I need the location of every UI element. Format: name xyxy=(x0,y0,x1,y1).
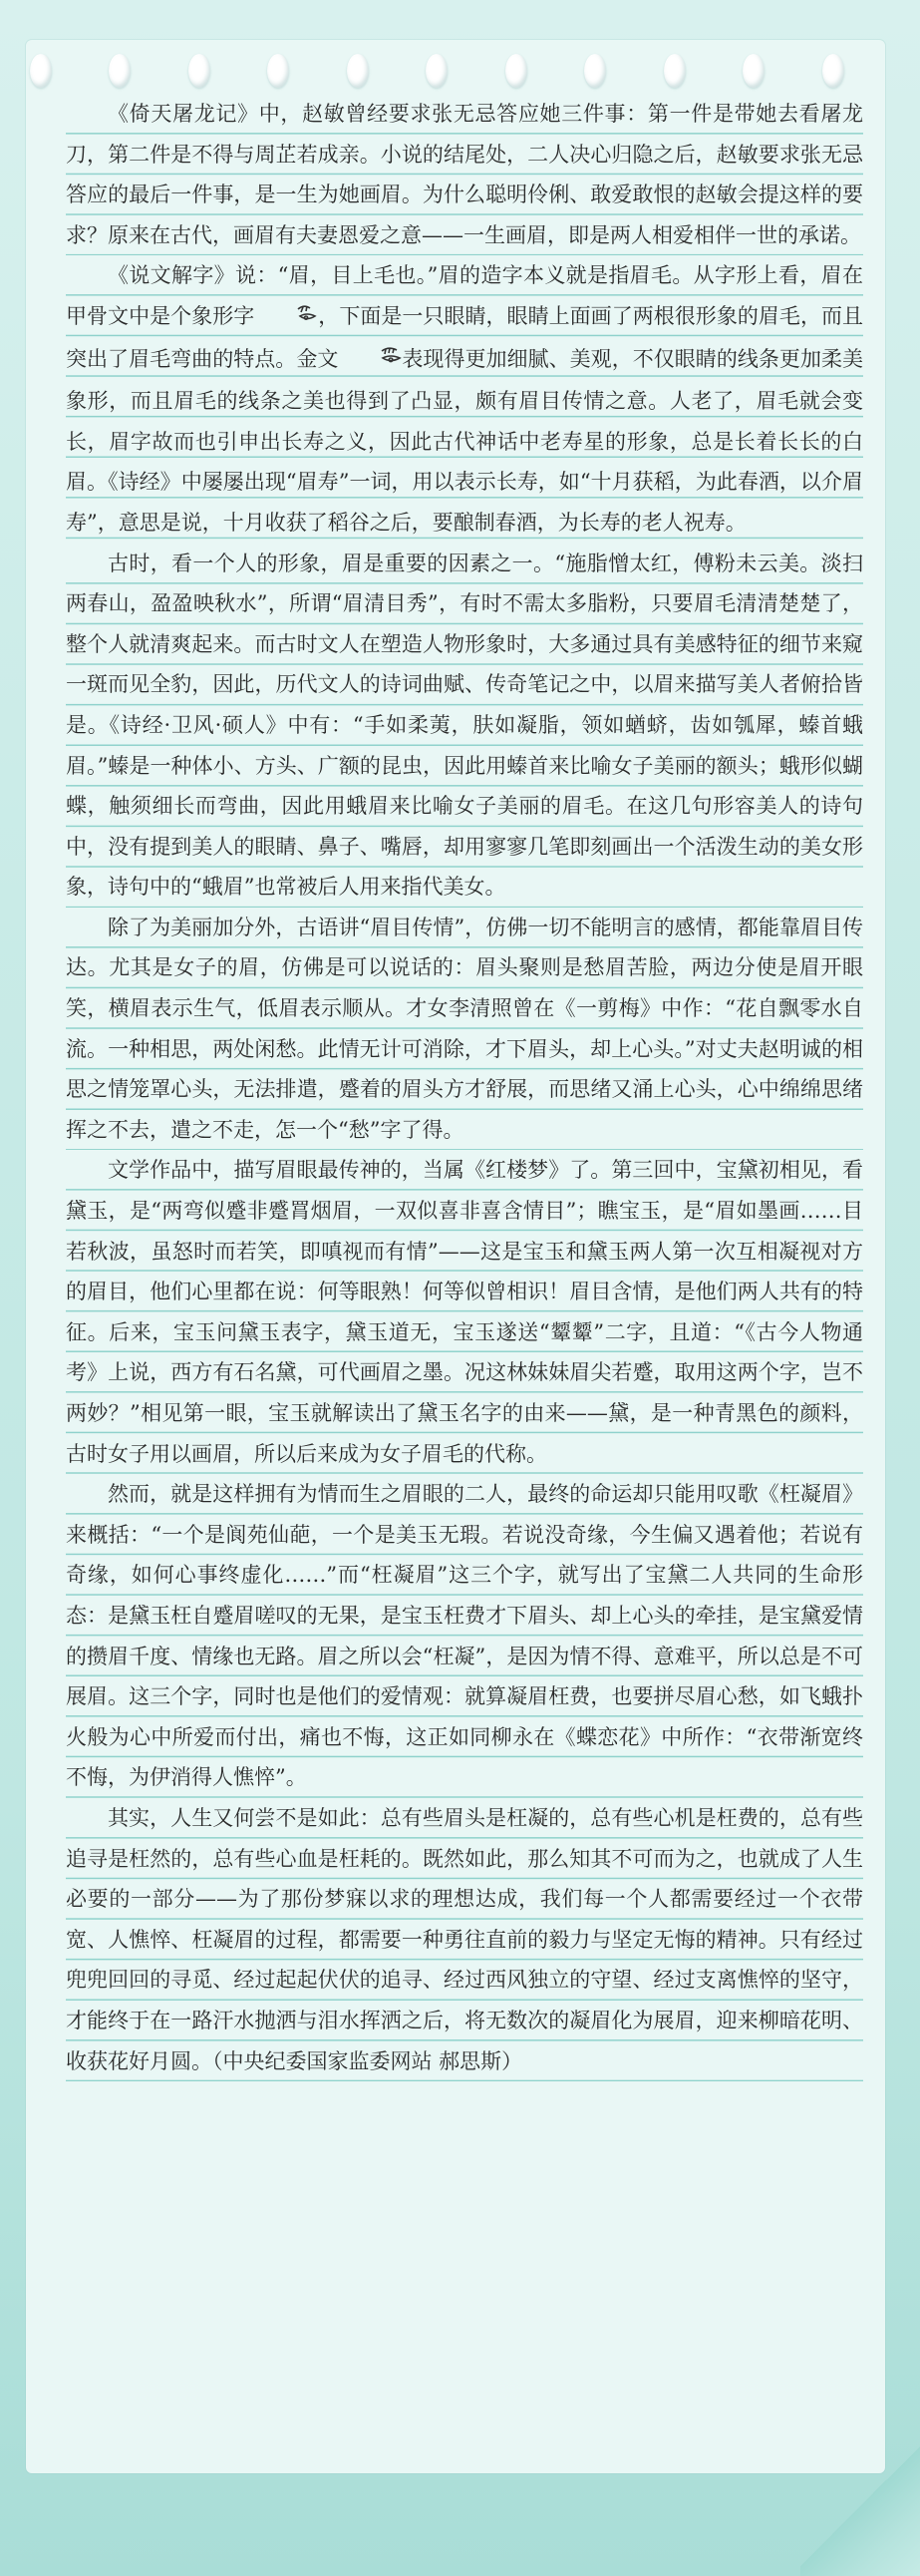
paragraph-2 xyxy=(66,255,863,543)
binder-ring-icon xyxy=(347,54,369,88)
binder-ring-icon xyxy=(664,54,686,88)
binder-ring-icon xyxy=(109,54,131,88)
binder-ring-icon xyxy=(267,54,289,88)
bronze-script-mei-icon xyxy=(338,341,402,382)
binder-ring-icon xyxy=(822,54,844,88)
binder-ring-icon xyxy=(505,54,527,88)
paragraph-5: 文学作品中，描写眉眼最传神的，当属《红楼梦》了。第三回中，宝黛初相见，看黛玉，是“两弯似蹙非蹙罥烟眉，一双似喜非喜含情目”；瞧宝玉，是“眉如墨画……目若秋波，虽怒时而若笑，即嗔视而有情”——这是宝玉和黛玉两人第一次互相凝视对方的眉目，他们心里都在说：何等眼熟！何等似曾相识！眉目含情，是他们两人共有的特征。后来，宝玉问黛玉表字，黛玉道无，宝玉遂送“颦颦”二字，且道：“《古今人物通考》上说，西方有石名黛，可代画眉之墨。况这林妹妹眉尖若蹙，取用这两个字，岂不两妙？”相见第一眼，宝玉就解读出了黛玉名字的由来——黛，是一种青黑色的颜料，古时女子用以画眉，所以后来成为女子眉毛的代称。 xyxy=(66,1150,863,1474)
paragraph-2-text-b: ，下面是一只眼睛，眼睛上面画了两根很形象的眉毛，而且突出了眉毛弯曲的特点。金文 xyxy=(66,303,864,371)
paragraph-2-text-c: 表现得更加细腻、美观，不仅眼睛的线条更加柔美象形，而且眉毛的线条之美也得到了凸显，颇有眉目传情之意。人老了，眉毛就会变长，眉字故而也引申出长寿之义，因此古代神话中老寿星的形象，总是长着长长的白眉。《诗经》中屡屡出现“眉寿”一词，用以表示长寿，如“十月获稻，为此春酒，以介眉寿”，意思是说，十月收获了稻谷之后，要酿制春酒，为长寿的老人祝寿。 xyxy=(66,346,864,535)
paragraph-1: 《倚天屠龙记》中，赵敏曾经要求张无忌答应她三件事：第一件是带她去看屠龙刀，第二件是不得与周芷若成亲。小说的结尾处，二人决心归隐之后，赵敏要求张无忌答应的最后一件事，是一生为她画眉。为什么聪明伶俐、敢爱敢恨的赵敏会提这样的要求？原来在古代，画眉有夫妻恩爱之意——一生画眉，即是两人相爱相伴一世的承诺。 xyxy=(66,94,863,255)
binder-ring-icon xyxy=(743,54,765,88)
paragraph-6: 然而，就是这样拥有为情而生之眉眼的二人，最终的命运却只能用叹歌《枉凝眉》来概括：“一个是阆苑仙葩，一个是美玉无瑕。若说没奇缘，今生偏又遇着他；若说有奇缘，如何心事终虚化……”而“枉凝眉”这三个字，就写出了宝黛二人共同的生命形态：是黛玉枉自蹙眉嗟叹的无果，是宝玉枉费才下眉头、却上心头的牵挂，是宝黛爱情的攒眉千度、情缘也无路。眉之所以会“枉凝”，是因为情不得、意难平，所以总是不可展眉。这三个字，同时也是他们的爱情观：就算凝眉枉费，也要拼尽眉心愁，如飞蛾扑火般为心中所爱而付出，痛也不悔，这正如同柳永在《蝶恋花》中所作：“衣带渐宽终不悔，为伊消得人憔悴”。 xyxy=(66,1474,863,1798)
oracle-bone-mei-icon xyxy=(254,298,318,339)
article-body xyxy=(66,94,863,2081)
paragraph-2-text-a: 《说文解字》说：“眉，目上毛也。”眉的造字本义就是指眉毛。从字形上看，眉在甲骨文中是个象形字 xyxy=(66,263,863,328)
paragraph-3: 古时，看一个人的形象，眉是重要的因素之一。“施脂憎太红，傅粉未云美。淡扫两春山，盈盈映秋水”，所谓“眉清目秀”，有时不需太多脂粉，只要眉毛清清楚楚了，整个人就清爽起来。而古时文人在塑造人物形象时，大多通过具有美感特征的细节来窥一斑而见全豹，因此，历代文人的诗词曲赋、传奇笔记之中，以眉来描写美人者俯拾皆是。《诗经·卫风·硕人》中有：“手如柔荑，肤如凝脂，领如蝤蛴，齿如瓠犀，螓首蛾眉。”螓是一种体小、方头、广额的昆虫，因此用螓首来比喻女子美丽的额头；蛾形似蝴蝶，触须细长而弯曲，因此用蛾眉来比喻女子美丽的眉毛。在这几句形容美人的诗句中，没有提到美人的眼睛、鼻子、嘴唇，却用寥寥几笔即刻画出一个活泼生动的美女形象，诗句中的“蛾眉”也常被后人用来指代美女。 xyxy=(66,544,863,908)
binder-ring-icon xyxy=(30,54,52,88)
paragraph-7: 其实，人生又何尝不是如此：总有些眉头是枉凝的，总有些心机是枉费的，总有些追寻是枉然的，总有些心血是枉耗的。既然如此，那么知其不可而为之，也就成了人生必要的一部分——为了那份梦寐以求的理想达成，我们每一个人都需要经过一个衣带宽、人憔悴、枉凝眉的过程，都需要一种勇往直前的毅力与坚定无悔的精神。只有经过兜兜回回的寻觅、经过起起伏伏的追寻、经过西风独立的守望、经过支离憔悴的坚守，才能终于在一路汗水抛洒与泪水挥洒之后，将无数次的凝眉化为展眉，迎来柳暗花明、收获花好月圆。（中央纪委国家监委网站 郝思斯） xyxy=(66,1798,863,2081)
binder-ring-icon xyxy=(188,54,210,88)
binder-rings xyxy=(30,54,877,94)
paragraph-4: 除了为美丽加分外，古语讲“眉目传情”，仿佛一切不能明言的感情，都能靠眉目传达。尤其是女子的眉，仿佛是可以说话的：眉头聚则是愁眉苦脸，两边分使是眉开眼笑，横眉表示生气，低眉表示顺从。才女李清照曾在《一剪梅》中作：“花自飘零水自流。一种相思，两处闲愁。此情无计可消除，才下眉头，却上心头。”对丈夫赵明诚的相思之情笼罩心头，无法排遣，蹙着的眉头方才舒展，而思绪又涌上心头，心中绵绵思绪挥之不去，遣之不走，怎一个“愁”字了得。 xyxy=(66,908,863,1151)
binder-ring-icon xyxy=(584,54,606,88)
binder-ring-icon xyxy=(426,54,448,88)
